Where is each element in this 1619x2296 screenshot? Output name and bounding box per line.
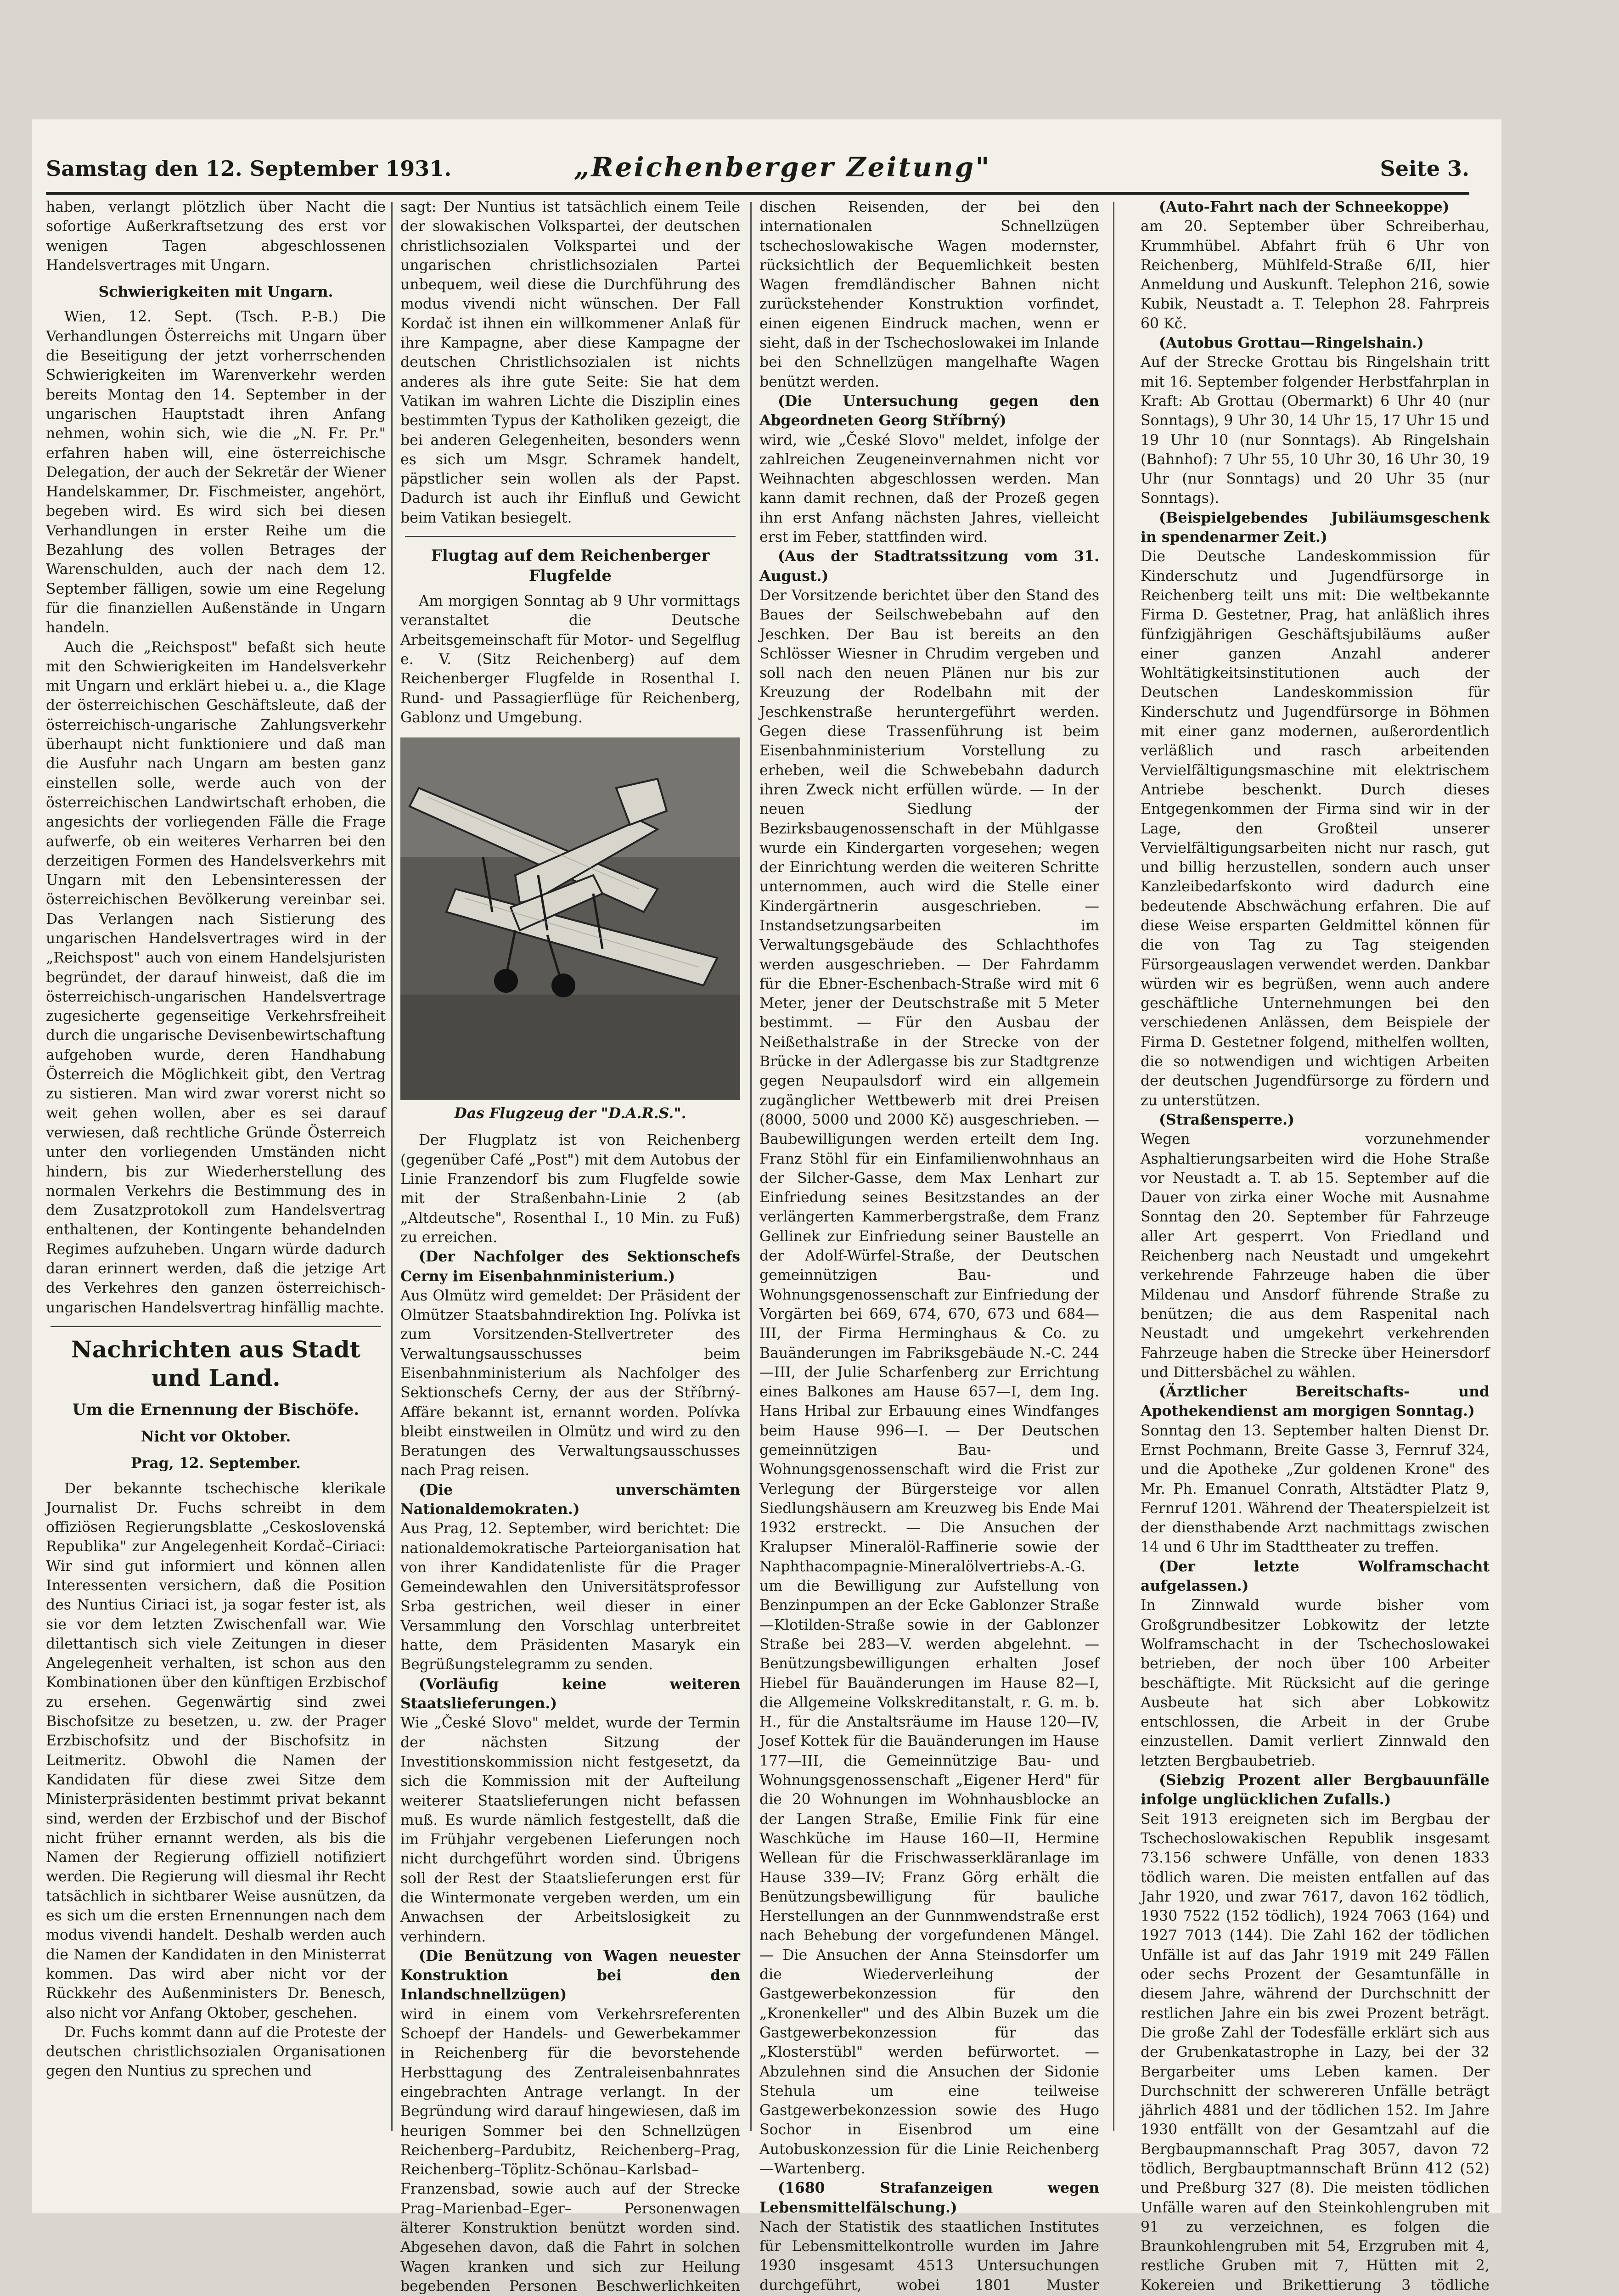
page-header <box>46 152 1469 193</box>
news-item-text: Aus Prag, 12. September, wird berichtet: Die nationaldemokratische Parteiorganisation hat von ihrer Kandidatenliste für die Prager Gemeindewahlen den Universitätsprofessor Srba gestrichen, weil dieser in einer Versammlung den Vorschlag unterbreitet hatte, dem Präsidenten Masaryk ein Begrüßungstelegramm zu senden. <box>400 1520 740 1673</box>
column-divider <box>391 202 393 2131</box>
article-paragraph: Auch die „Reichspost" befaßt sich heute mit den Schwierigkeiten im Handelsverkehr mit Ungarn und erklärt hiebei u. a., die Klage der österreichischen Geschäftsleute, daß der österreichisch-ungarische Zahlungsverkehr überhaupt nicht funktioniere und daß man die Ausfuhr nach Ungarn am besten ganz einstellen solle, werde auch von der österreichischen Landwirtschaft erhoben, die angesichts der vorliegenden Fälle die Frage aufwerfe, ob ein weiteres Verharren bei den derzeitigen Formen des Handelsverkehrs mit Ungarn mit den Lebensinteressen der österreichischen Bevölkerung vereinbar sei. Das Verlangen nach Sistierung des ungarischen Handelsvertrages wird in der „Reichspost" auch von einem Handelsjuristen begründet, der darauf hinweist, daß die im österreichisch-ungarischen Handelsvertrage zugesicherte gegenseitige Verkehrsfreiheit durch die ungarische Devisenbewirtschaftung aufgehoben wurde, deren Handhabung Österreich die Möglichkeit gibt, den Vertrag zu sistieren. Man wird zwar vorerst nicht so weit gehen wollen, aber es sei darauf verwiesen, daß rechtliche Gründe Österreich unter den vorliegenden Umständen nicht hindern, bis zur Wiederherstellung des normalen Verkehrs die Bestimmung des in dem Zusatzprotokoll zum Handelsvertrag enthaltenen, der Kontingente behandelnden Regimes aufzuheben. Ungarn würde dadurch daran erinnert werden, daß die jetzige Art des Verkehres den ganzen österreichisch-ungarischen Handelsvertrag hinfällig machte. <box>46 639 386 1316</box>
article-paragraph: Dr. Fuchs kommt dann auf die Proteste der deutschen christlichsozialen Organisationen gegen den Nuntius zu sprechen und <box>46 2024 386 2080</box>
column-2 <box>400 197 740 2295</box>
article-continuation: sagt: Der Nuntius ist tatsächlich einem Teile der slowakischen Volkspartei, der deutschen christlichsozialen Volkspartei und der ungarischen christlichsozialen Partei unbequem, weil diese die Durchführung des modus vivendi nicht wünschen. Der Fall Kordač ist ihnen ein willkommener Anlaß für ihre Kampagne, aber diese Kampagne der deutschen Christlichsozialen ist nichts anderes als ihre gute Seite: Sie hat dem Vatikan im wahren Lichte die Disziplin eines bestimmten Typus der Katholiken gezeigt, die bei anderen Gelegenheiten, besonders wenn es sich um Msgr. Schramek handelt, päpstlicher sein wollen als der Papst. Dadurch ist auch ihr Einfluß und Gewicht beim Vatikan besiegelt. <box>400 199 740 526</box>
header-rule <box>46 192 1469 195</box>
headline: Um die Ernennung der Bischöfe. <box>72 1400 360 1419</box>
news-item-text: Wie „České Slovo" meldet, wurde der Termin der nächsten Sitzung der Investitionskommission nicht festgesetzt, da sich die Kommission mit der Aufteilung weiterer Staatslieferungen nicht befassen muß. Es wurde nämlich festgestellt, daß die im Frühjahr vergebenen Lieferungen noch nicht durchgeführt worden sind. Übrigens soll der Rest der Staatslieferungen erst für die Wintermonate vergeben werden, um ein Anwachsen der Arbeitslosigkeit zu verhindern. <box>400 1715 740 1945</box>
photo-caption: Das Flugzeug der "D.A.R.S.". <box>454 1105 686 1122</box>
news-item-heading: (Die unverschämten Nationaldemokraten.) <box>400 1481 740 1518</box>
news-item-text: am 20. September über Schreiberhau, Krummhübel. Abfahrt früh 6 Uhr von Reichenberg, Mühlfeld-Straße 6/II, hier Anmeldung und Auskunft. Telephon 216, sowie Kubik, Neustadt a. T. Telephon 28. Fahrpreis 60 Kč. <box>1141 218 1490 332</box>
news-item-heading: (Der letzte Wolframschacht aufgelassen.) <box>1141 1558 1490 1595</box>
news-item-text: Wegen vorzunehmender Asphaltierungsarbeiten wird die Hohe Straße vor Neustadt a. T. ab 15. September auf die Dauer von zirka einer Woche mit Ausnahme Sonntag den 20. September für Fahrzeuge aller Art gesperrt. Von Friedland und Reichenberg nach Neustadt und umgekehrt verkehrende Fahrzeuge haben die über Mildenau und Ansdorf führende Straße zu benützen; die aus dem Raspenital nach Neustadt und umgekehrt verkehrenden Fahrzeuge haben die Strecke über Heinersdorf und Dittersbächel zu wählen. <box>1141 1131 1490 1381</box>
news-item-heading: (Aus der Stadtratssitzung vom 31. August.) <box>759 548 1099 585</box>
header-date: Samstag den 12. September 1931. <box>46 156 452 181</box>
news-item-text: Nach der Statistik des staatlichen Institutes für Lebensmittelkontrolle wurden im Jahre 1930 insgesamt 4513 Untersuchungen durchgeführt, wobei 1801 Muster <box>759 2218 1099 2294</box>
news-item-text: Aus Olmütz wird gemeldet: Der Präsident der Olmützer Staatsbahndirektion Ing. Polívka ist zum Vorsitzenden-Stellvertreter des Verwaltungsausschusses beim Eisenbahnministerium als Nachfolger des Sektionschefs Cerny, der aus der Stříbrný-Affäre bekannt ist, ernannt worden. Polívka bleibt einstweilen in Olmütz und wird zu den Beratungen des Verwaltungsausschusses nach Prag reisen. <box>400 1287 740 1479</box>
news-item-heading: (1680 Strafanzeigen wegen Lebensmittelfälschung.) <box>759 2179 1099 2216</box>
section-rule <box>51 1326 381 1327</box>
article-paragraph: Der Flugplatz ist von Reichenberg (gegenüber Café „Post") mit dem Autobus der Linie Franzendorf bis zum Flugfelde sowie mit der Straßenbahn-Linie 2 (ab „Altdeutsche", Rosenthal I., 10 Min. zu Fuß) zu erreichen. <box>400 1132 740 1246</box>
dateline: Prag, 12. September. <box>131 1455 301 1472</box>
column-3 <box>759 197 1099 2294</box>
news-item-heading: (Siebzig Prozent aller Bergbauunfälle infolge unglücklichen Zufalls.) <box>1141 1772 1490 1808</box>
header-page-number: Seite 3. <box>1380 156 1469 181</box>
article-continuation: haben, verlangt plötzlich über Nacht die sofortige Außerkraftsetzung des erst vor wenigen Tagen abgeschlossenen Handelsvertrages mit Ungarn. <box>46 199 386 274</box>
news-item-heading: (Die Untersuchung gegen den Abgeordneten Georg Stříbrný) <box>759 392 1099 429</box>
news-item-text: Sonntag den 13. September halten Dienst Dr. Ernst Pochmann, Breite Gasse 3, Fernruf 324, und die Apotheke „Zur goldenen Krone" des Mr. Ph. Emanuel Conrath, Altstädter Platz 9, Fernruf 1201. Während der Theaterspielzeit ist der diensthabende Arzt nachmittags zwischen 14 und 6 Uhr im Stadttheater zu treffen. <box>1141 1422 1490 1556</box>
news-item-text: Seit 1913 ereigneten sich im Bergbau der Tschechoslowakischen Republik insgesamt 73.156 schwere Unfälle, von denen 1833 tödlich waren. Die meisten entfallen auf das Jahr 1920, und zwar 7617, davon 162 tödlich, 1930 7522 (152 tödlich), 1924 7063 (164) und 1927 7013 (144). Die Zahl 162 der tödlichen Unfälle ist auf das Jahr 1919 mit 249 Fällen oder sechs Prozent der Gesamtunfälle in diesem Jahre, während der Durchschnitt der restlichen Jahre ein bis zwei Prozent beträgt. Die große Zahl der Todesfälle erklärt sich aus der Grubenkatastrophe in Lazy, bei der 32 Bergarbeiter ums Leben kamen. Der Durchschnitt der schwereren Unfälle beträgt jährlich 4881 und der tödlichen 152. Im Jahre 1930 entfällt von der Gesamtzahl auf die Bergbaupmannschaft Prag 3057, davon 72 tödlich, Bergbauptmannschaft Brünn 412 (52) und Preßburg 327 (8). Die meisten tödlichen Unfälle waren auf den Steinkohlengruben mit 91 zu verzeichnen, es folgen die Braunkohlengruben mit 54, Erzgruben mit 4, restliche Gruben mit 7, Hütten mit 2, Kokereien und Brikettierung 3 tödliche <box>1141 1811 1490 2294</box>
column-divider <box>1113 202 1114 2131</box>
news-item-heading: (Straßensperre.) <box>1159 1111 1294 1128</box>
article-paragraph: Am morgigen Sonntag ab 9 Uhr vormittags veranstaltet die Deutsche Arbeitsgemeinschaft für Motor- und Segelflug e. V. (Sitz Reichenberg) auf dem Reichenberger Flugfelde in Rosenthal I. Rund- und Passagierflüge für Reichenberg, Gablonz und Umgebung. <box>400 593 740 726</box>
news-item-heading: (Die Benützung von Wagen neuester Konstruktion bei den Inlandschnellzügen) <box>400 1947 740 2003</box>
article-paragraph: Wien, 12. Sept. (Tsch. P.-B.) Die Verhandlungen Österreichs mit Ungarn über die Beseitigung der jetzt vorherrschenden Schwierigkeiten im Warenverkehr werden bereits Montag den 14. September in der ungarischen Hauptstadt ihren Anfang nehmen, wohin sich, wie die „N. Fr. Pr." erfahren haben will, eine österreichische Delegation, der auch der Sekretär der Wiener Handelskammer, Dr. Fischmeister, angehört, begeben wird. Es wird sich bei diesen Verhandlungen in erster Reihe um die Bezahlung des vollen Betrages der Warenschulden, auch der nach dem 12. September fälligen, sowie um eine Regelung für die finanziellen Außenstände in Ungarn handeln. <box>46 309 386 636</box>
news-item-text: Auf der Strecke Grottau bis Ringelshain tritt mit 16. September folgender Herbstfahrplan in Kraft: Ab Grottau (Obermarkt) 6 Uhr 40 (nur Sonntags), 9 Uhr 30, 14 Uhr 15, 17 Uhr 15 und 19 Uhr 10 (nur Sonntags). Ab Ringelshain (Bahnhof): 7 Uhr 55, 10 Uhr 30, 16 Uhr 30, 19 Uhr (nur Sonntags) und 20 Uhr 35 (nur Sonntags). <box>1141 354 1490 507</box>
news-item-heading: (Autobus Grottau—Ringelshain.) <box>1159 334 1424 352</box>
news-item-text: In Zinnwald wurde bisher vom Großgrundbesitzer Lobkowitz der letzte Wolframschacht in der Tschechoslowakei betrieben, der noch über 100 Arbeiter beschäftigte. Mit Rücksicht auf die geringe Ausbeute hat sich aber Lobkowitz entschlossen, die Arbeit in der Grube einzustellen. Damit verliert Zinnwald den letzten Bergbaubetrieb. <box>1141 1597 1490 1769</box>
section-rule <box>405 536 736 537</box>
news-item-text: wird, wie „České Slovo" meldet, infolge der zahlreichen Zeugeneinvernahmen nicht vor Weihnachten abgeschlossen werden. Man kann damit rechnen, daß der Prozeß gegen ihn erst Anfang nächsten Jahres, vielleicht erst im Feber, stattfinden wird. <box>759 432 1099 546</box>
article-paragraph: Der bekannte tschechische klerikale Journalist Dr. Fuchs schreibt in dem offiziösen Regierungsblatte „Ceskoslovenská Republika" zur Angelegenheit Kordač–Ciriaci: Wir sind gut informiert und können allen Interessenten versichern, daß die Position des Nuntius Ciriaci ist, ja sogar fester ist, als sie vor dem letzten Zwischenfall war. Wie dilettantisch sich viele Zeitungen in dieser Angelegenheit verhalten, ist schon aus den Kombinationen über den künftigen Erzbischof zu ersehen. Gegenwärtig sind zwei Bischofsitze zu besetzen, u. zw. der Prager Erzbischofsitz und der Bischofsitz in Leitmeritz. Obwohl die Namen der Kandidaten für diese zwei Sitze dem Ministerpräsidenten bestimmt privat bekannt sind, werden der Erzbischof und der Bischof nicht früher ernannt werden, als bis die Namen der Regierung offiziell notifiziert werden. Die Regierung will diesmal ihr Recht tatsächlich in sichtbarer Weise ausnützen, da es sich um die ersten Ernennungen nach dem modus vivendi handelt. Deshalb werden auch die Namen der Kandidaten in den Ministerrat kommen. Das wird aber nicht vor der Rückkehr des Außenministers Dr. Benesch, also nicht vor Anfang Oktober, geschehen. <box>46 1480 386 2021</box>
news-item-text: Die Deutsche Landeskommission für Kinderschutz und Jugendfürsorge in Reichenberg teilt uns mit: Die weltbekannte Firma D. Gestetner, Prag, hat anläßlich ihres fünfzigjährigen Geschäftsjubiläums außer einer ganzen Anzahl anderer Wohltätigkeitsinstitutionen auch der Deutschen Landeskommission für Kinderschutz und Jugendfürsorge in Böhmen mit einer ganz modernen, außerordentlich verläßlich und rasch arbeitenden Vervielfältigungsmaschine mit elektrischem Antriebe beschenkt. Durch dieses Entgegenkommen der Firma sind wir in der Lage, den Großteil unserer Vervielfältigungsarbeiten nicht nur rasch, gut und billig herzustellen, sondern auch unser Kanzleibedarfskonto wird dadurch eine bedeutende Abschwächung erfahren. Die auf diese Weise ersparten Geldmittel können für die von Tag zu Tag steigenden Fürsorgeauslagen verwendet werden. Dankbar würden wir es begrüßen, wenn auch andere geschäftliche Unternehmungen bei den verschiedenen Anlässen, dem Beispiele der Firma D. Gestetner folgend, mithelfen wollten, die so notwendigen und wichtigen Arbeiten der deutschen Jugendfürsorge zu fördern und zu unterstützen. <box>1141 548 1490 1109</box>
column-divider <box>750 202 752 2131</box>
section-heading: Nachrichten aus Stadt und Land. <box>71 1335 360 1391</box>
news-item-heading: (Beispielgebendes Jubiläumsgeschenk in spendenarmer Zeit.) <box>1141 509 1490 546</box>
headline: Schwierigkeiten mit Ungarn. <box>98 283 333 301</box>
subheadline: Nicht vor Oktober. <box>141 1428 291 1445</box>
column-4 <box>1141 197 1490 2294</box>
article-continuation: dischen Reisenden, der bei den internationalen Schnellzügen tschechoslowakische Wagen modernster, rücksichtlich der Bequemlichkeit besten Wagen fremdländischer Bahnen nicht zurückstehender Konstruktion vorfindet, einen eigenen Eindruck machen, wenn er sieht, daß in der Tschechoslowakei im Inlande bei den Schnellzügen mangelhafte Wagen benützt werden. <box>759 199 1099 390</box>
column-1 <box>46 197 386 2172</box>
news-item-text: wird in einem vom Verkehrsreferenten Schoepf der Handels- und Gewerbekammer in Reichenberg für die bevorstehende Herbsttagung des Zentraleisenbahnrates eingebrachten Antrage verlangt. In der Begründung wird darauf hingewiesen, daß im heurigen Sommer bei den Schnellzügen Reichenberg–Pardubitz, Reichenberg–Prag, Reichenberg–Töplitz-Schönau–Karlsbad–Franzensbad, sowie auch auf der Strecke Prag–Marienbad–Eger– Personenwagen älterer Konstruktion benützt worden sind. Abgesehen davon, daß die Fahrt in solchen Wagen kranken und sich zur Heilung begebenden Personen Beschwerlichkeiten <box>400 2006 740 2295</box>
headline: Flugtag auf dem Reichenberger Flugfelde <box>431 546 710 585</box>
header-masthead: „Reichenberger Zeitung" <box>574 152 991 183</box>
news-item-heading: (Vorläufig keine weiteren Staatslieferungen.) <box>400 1675 740 1712</box>
news-item-heading: (Der Nachfolger des Sektionschefs Cerny im Eisenbahnministerium.) <box>400 1248 740 1285</box>
news-item-heading: (Ärztlicher Bereitschafts- und Apothekendienst am morgigen Sonntag.) <box>1141 1383 1490 1420</box>
news-item-heading: (Auto-Fahrt nach der Schneekoppe) <box>1159 198 1450 215</box>
airplane-photo <box>400 737 740 1100</box>
news-item-text: Der Vorsitzende berichtet über den Stand des Baues der Seilschwebebahn auf den Jeschken. Der Bau ist bereits an den Schlösser Wiesner in Chrudim vergeben und soll nach den neuen Plänen nur bis zur Kreuzung der Rodelbahn mit der Jeschkenstraße heruntergeführt werden. Gegen diese Trassenführung ist beim Eisenbahnministerium Vorstellung zu erheben, weil die Schwebebahn dadurch ihren Zweck nicht erfüllen würde. — In der neuen Siedlung der Bezirksbaugenossenschaft in der Mühlgasse wurde ein Kindergarten vorgesehen; wegen der Einrichtung werden die weiteren Schritte unternommen, auch wird die Stelle einer Kindergärtnerin ausgeschrieben. — Instandsetzungsarbeiten im Verwaltungsgebäude des Schlachthofes werden ausgeschrieben. — Der Fahrdamm für die Ebner-Eschenbach-Straße wird mit 6 Meter, jener der Deutschstraße mit 5 Meter bestimmt. — Für den Ausbau der Neißethalstraße in der Strecke von der Brücke in der Adlergasse bis zur Stadtgrenze gegen Neupaulsdorf wird ein allgemein zugänglicher Wettbewerb mit drei Preisen (8000, 5000 und 2000 Kč) ausgeschrieben. — Baubewilligungen werden erteilt dem Ing. Franz Stöhl für ein Einfamilienwohnhaus an der Silcher-Gasse, dem Max Lenhart zur Einfriedung seines Besitzstandes an der verlängerten Kammerbergstraße, dem Franz Gellinek zur Einfriedung seiner Baustelle an der Adolf-Würfel-Straße, der Deutschen gemeinnützigen Bau- und Wohnungsgenossenschaft zur Einfriedung der Vorgärten bei 669, 674, 670, 673 und 684—III, der Firma Herminghaus & Co. zu Bauänderungen im Fabriksgebäude N.-C. 244—III, der Julie Scharfenberg zur Errichtung eines Balkones am Hause 657—I, dem Ing. Hans Hribal zur Erbauung eines Windfanges beim Hause 996—I. — Der Deutschen gemeinnützigen Bau- und Wohnungsgenossenschaft wird die Frist zur Verlegung der Bürgersteige vor allen Siedlungshäusern am Kreuzweg bis Ende Mai 1932 erstreckt. — Die Ansuchen der Kralupser Mineralöl-Raffinerie sowie der Naphthacompagnie-Mineralölvertriebs-A.-G. um die Bewilligung zur Aufstellung von Benzinpumpen an der Ecke Gablonzer Straße—Klotilden-Straße sowie in der Gablonzer Straße bei 283—V. werden abgelehnt. — Benützungsbewilligungen erhalten Josef Hiebel für Bauänderungen im Hause 82—I, die Allgemeine Volkskreditanstalt, r. G. m. b. H., für die Anstaltsräume im Hause 120—IV, Josef Kottek für die Bauänderungen im Hause 177—III, die Gemeinnützige Bau- und Wohnungsgenossenschaft „Eigener Herd" für die 20 Wohnungen im Wohnhausblocke an der Langen Straße, Emilie Fink für eine Waschküche im Hause 160—II, Hermine Wellean für die Frischwasserkläranlage im Hause 339—IV; Franz Görg erhält die Benützungsbewilligung für bauliche Herstellungen an der Gunnmwendstraße erst nach Behebung der vorgefundenen Mängel. — Die Ansuchen der Anna Steinsdorfer um die Wiederverleihung der Gastgewerbekonzession für den „Kronenkeller" und des Albin Buzek um die Gastgewerbekonzession für das „Klosterstübl" werden befürwortet. — Abzulehnen sind die Ansuchen der Sidonie Stehula um eine teilweise Gastgewerbekonzession sowie des Hugo Sochor in Eisenbrod um eine Autobuskonzession für die Linie Reichenberg—Wartenberg. <box>759 587 1099 2177</box>
airplane-illustration <box>400 737 740 1100</box>
